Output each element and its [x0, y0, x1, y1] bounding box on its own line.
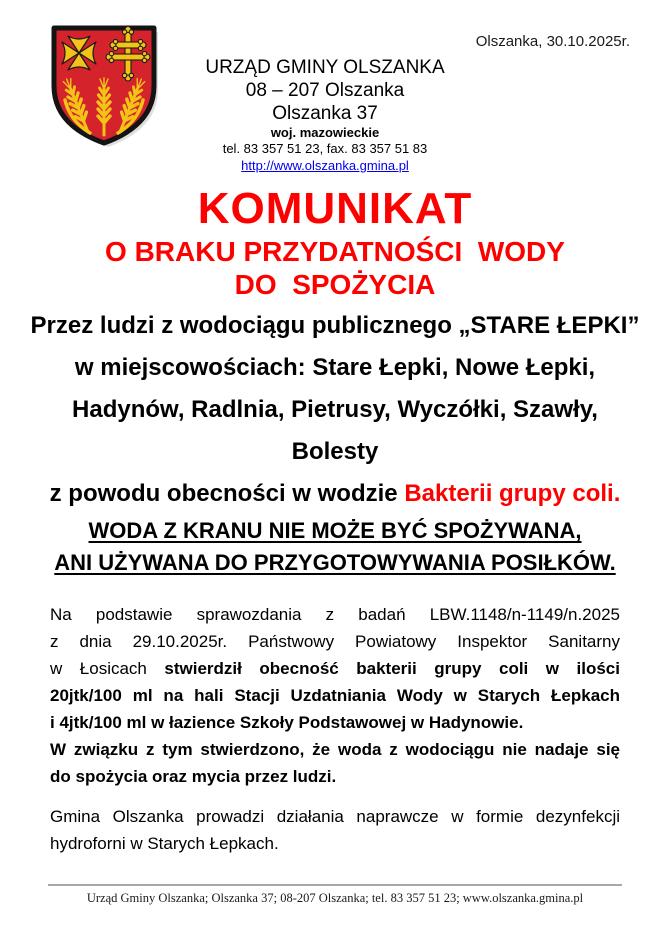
org-name: URZĄD GMINY OLSZANKA — [205, 57, 445, 78]
page-footer — [0, 884, 670, 906]
report-line: i 4jtk/100 ml w łazience Szkoły Podstawowej w Hadynowie. — [50, 713, 524, 732]
remediation-line: Gmina Olszanka prowadzi działania naprawcze w formie dezynfekcji — [50, 807, 620, 826]
header-address-block — [110, 56, 540, 175]
page-subtitle-2: DO SPOŻYCIA — [234, 269, 436, 300]
org-phone-fax: tel. 83 357 51 23, fax. 83 357 51 83 — [222, 141, 428, 156]
report-line: do spożycia oraz mycia przez ludzi. — [50, 767, 337, 786]
statement-line-4: Bolesty — [291, 438, 379, 465]
report-paragraph — [50, 601, 620, 790]
statement-line-5-black: z powodu obecności w wodzie — [49, 480, 405, 507]
statement-block — [0, 305, 670, 579]
statement-line-5-red: Bakterii grupy coli. — [404, 480, 621, 507]
remediation-line: hydroforni w Starych Łepkach. — [50, 834, 279, 853]
page-title: KOMUNIKAT — [197, 184, 473, 233]
remediation-paragraph — [50, 803, 620, 857]
footer-text: Urząd Gminy Olszanka; Olszanka 37; 08-207 Olszanka; tel. 83 357 51 23; www.olszanka.gmina.pl — [86, 891, 584, 905]
statement-line-5 — [0, 473, 670, 515]
org-website-link[interactable]: http://www.olszanka.gmina.pl — [241, 158, 409, 173]
statement-line-2: w miejscowościach: Stare Łepki, Nowe Łepki, — [74, 354, 596, 381]
report-line: 20jtk/100 ml na hali Stacji Uzdatniania Wody w Starych Łepkach — [50, 686, 620, 705]
document-date: Olszanka, 30.10.2025r. — [475, 33, 630, 50]
statement-line-1: Przez ludzi z wodociągu publicznego „STARE ŁEPKI” — [30, 312, 640, 339]
report-line: w Łosicach stwierdził obecność bakterii grupy coli w ilości — [50, 659, 620, 678]
org-voivodeship: woj. mazowieckie — [270, 125, 380, 140]
report-line: Na podstawie sprawozdania z badań LBW.1148/n-1149/n.2025 — [50, 605, 620, 624]
announcement-body — [0, 183, 670, 857]
report-line: W związku z tym stwierdzono, że woda z wodociągu nie nadaje się — [50, 740, 620, 759]
footer-divider — [48, 884, 622, 886]
warning-line-2: ANI UŻYWANA DO PRZYGOTOWYWANIA POSIŁKÓW. — [54, 550, 616, 575]
page-subtitle-1: O BRAKU PRZYDATNOŚCI WODY — [105, 236, 565, 267]
org-address: Olszanka 37 — [272, 103, 378, 124]
org-postal-code: 08 – 207 Olszanka — [245, 80, 405, 101]
report-line: z dnia 29.10.2025r. Państwowy Powiatowy Inspektor Sanitarny — [50, 632, 620, 651]
warning-line-1: WODA Z KRANU NIE MOŻE BYĆ SPOŻYWANA, — [88, 518, 582, 543]
statement-line-3: Hadynów, Radlnia, Pietrusy, Wyczółki, Szawły, — [72, 396, 598, 423]
